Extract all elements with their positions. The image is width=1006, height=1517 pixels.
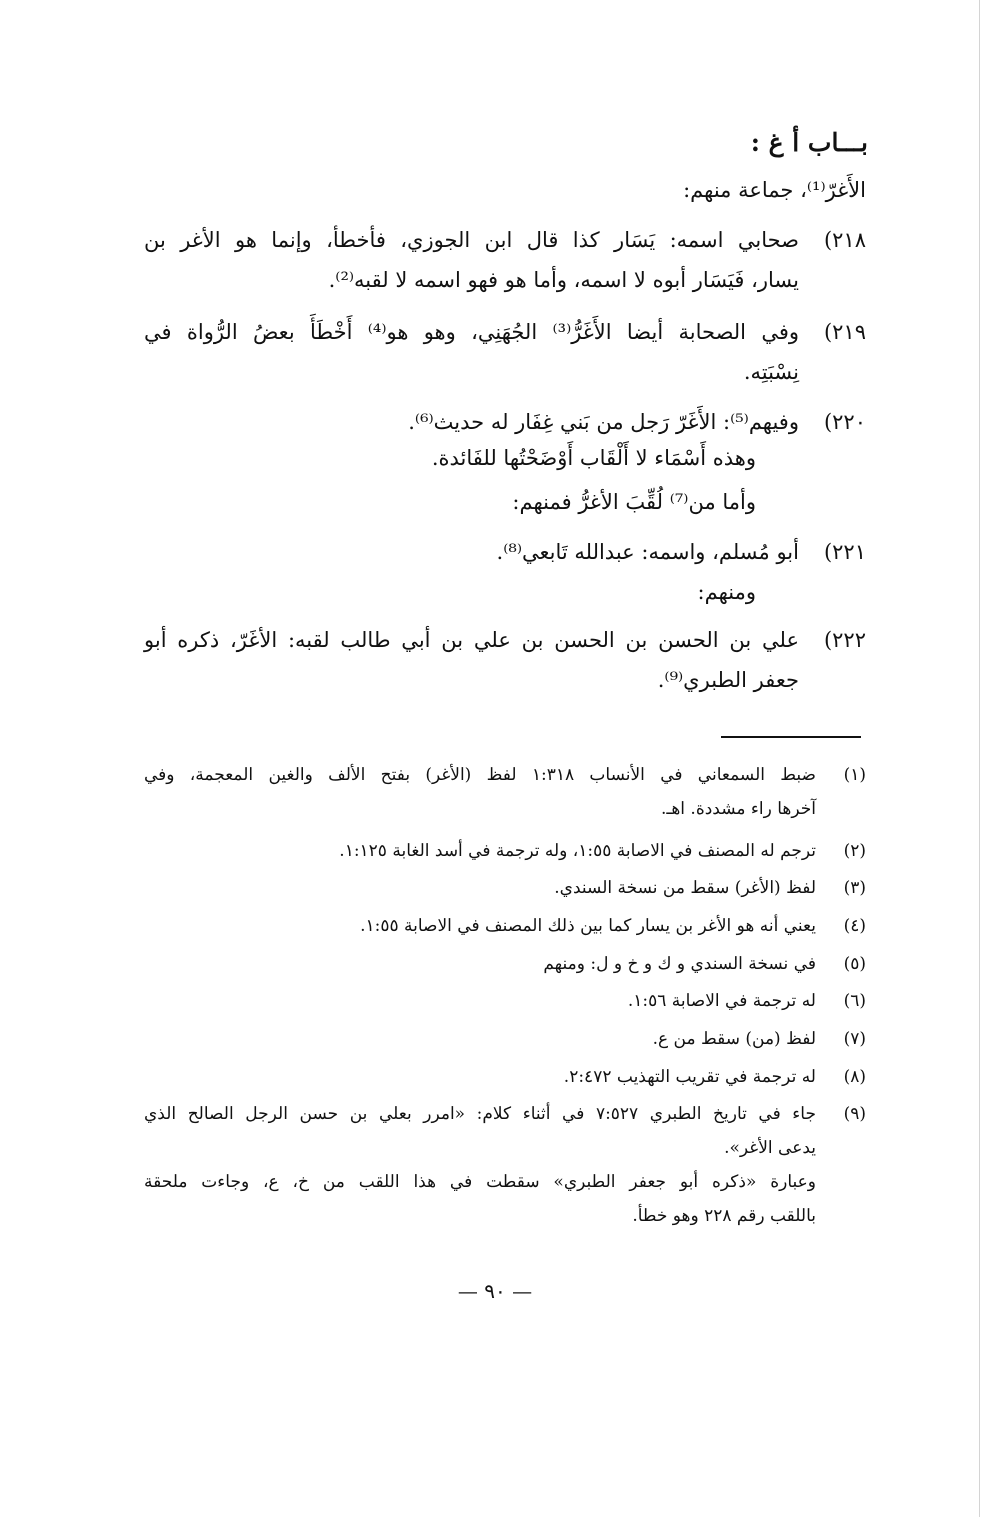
footnote-text-line: يعني أنه هو الأغر بن يسار كما بين ذلك المصنف في الاصابة ١:٥٥. bbox=[360, 916, 816, 936]
footnote-number: (٦) bbox=[843, 991, 866, 1011]
footnote bbox=[144, 1060, 866, 1094]
entry-219 bbox=[144, 312, 866, 392]
entry-number: ٢١٩) bbox=[823, 320, 866, 344]
footnote-number: (٢) bbox=[843, 841, 866, 861]
entry-218 bbox=[144, 220, 866, 300]
entry-number: ٢٢٢) bbox=[823, 628, 866, 652]
entry-number: ٢٢٠) bbox=[823, 410, 866, 434]
footnote-text-line: له ترجمة في الاصابة ١:٥٦. bbox=[627, 991, 816, 1011]
entry-number: ٢٢١) bbox=[823, 540, 866, 564]
footnote bbox=[144, 758, 866, 826]
note-line: ومنهم: bbox=[697, 580, 756, 604]
footnote-text-line: جاء في تاريخ الطبري ٧:٥٢٧ في أثناء كلام: «امرر بعلي بن حسن الرجل الصالح الذي bbox=[144, 1104, 816, 1124]
entry-text-line: نِسْبَتِه. bbox=[743, 360, 799, 384]
chapter-heading: بـــاب أ غ : bbox=[750, 128, 868, 157]
entry-221 bbox=[144, 532, 866, 572]
footnote-text-line: ضبط السمعاني في الأنساب ١:٣١٨ لفظ (الأغر) بفتح الألف والغين المعجمة، وفي bbox=[144, 765, 816, 785]
footnote bbox=[144, 834, 866, 868]
entry-text-line: وفيهم⁽⁵⁾: الأَغَرّ رَجل من بَني غِفَار له حديث⁽⁶⁾. bbox=[408, 410, 799, 434]
note-line: وهذه أَسْمَاء لا أَلْقَاب أَوْضَحْتُها للفَائدة. bbox=[431, 446, 756, 470]
footnote-text-line: آخرها راء مشددة. اهـ. bbox=[660, 799, 816, 819]
footnote-number: (٩) bbox=[843, 1104, 866, 1124]
footnote-separator bbox=[721, 736, 861, 738]
footnote-text-line: باللقب رقم ٢٢٨ وهو خطأ. bbox=[632, 1206, 816, 1226]
entry-text-line: أبو مُسلم، واسمه: عبدالله تَابعي⁽⁸⁾. bbox=[496, 540, 799, 564]
footnote-number: (٤) bbox=[843, 916, 866, 936]
footnote bbox=[144, 871, 866, 905]
footnote-number: (٧) bbox=[843, 1029, 866, 1049]
entry-text-line: يسار، فَيَسَار أبوه لا اسمه، وأما هو فهو اسمه لا لقبه⁽²⁾. bbox=[328, 268, 799, 292]
footnote-text-line: لفظ (الأغر) سقط من نسخة السندي. bbox=[554, 878, 816, 898]
footnote-number: (٣) bbox=[843, 878, 866, 898]
footnote-number: (١) bbox=[843, 765, 866, 785]
footnote-number: (٨) bbox=[843, 1067, 866, 1087]
footnote-text-line: ترجم له المصنف في الاصابة ١:٥٥، وله ترجمة في أسد الغابة ١:١٢٥. bbox=[339, 841, 816, 861]
entry-text-line: وفي الصحابة أيضا الأَغَرُّ⁽³⁾ الجُهَنِي، وهو هو⁽⁴⁾ أَخْطَأَ بعضُ الرُّواة في bbox=[144, 320, 800, 344]
footnote bbox=[144, 1097, 866, 1233]
entry-number: ٢١٨) bbox=[823, 228, 866, 252]
footnote-text-line: وعبارة «ذكره أبو جعفر الطبري» سقطت في هذا اللقب من خ، ع، وجاءت ملحقة bbox=[144, 1172, 816, 1192]
note-line: وأما من⁽⁷⁾ لُقِّبَ الأغرُّ فمنهم: bbox=[512, 490, 756, 514]
entry-text-line: علي بن الحسن بن الحسن بن علي بن أبي طالب لقبه: الأغَرّ، ذكره أبو bbox=[144, 628, 799, 652]
footnote bbox=[144, 1022, 866, 1056]
footnote-text-line: له ترجمة في تقريب التهذيب ٢:٤٧٢. bbox=[563, 1067, 816, 1087]
footnote bbox=[144, 909, 866, 943]
page-number: — ٩٠ — bbox=[457, 1279, 533, 1303]
entry-220 bbox=[144, 402, 866, 442]
intro-line: الأَغرّ⁽¹⁾، جماعة منهم: bbox=[683, 178, 866, 202]
footnote-text-line: لفظ (من) سقط من ع. bbox=[652, 1029, 816, 1049]
footnote-text-line: في نسخة السندي و ك و خ و ل: ومنهم bbox=[543, 954, 816, 974]
footnote bbox=[144, 947, 866, 981]
footnote-text-line: يدعى الأغر». bbox=[724, 1138, 816, 1158]
entry-222 bbox=[144, 620, 866, 700]
entry-text-line: صحابي اسمه: يَسَار كذا قال ابن الجوزي، فأخطأ، وإنما هو الأغر بن bbox=[144, 228, 799, 252]
entry-text-line: جعفر الطبري⁽⁹⁾. bbox=[657, 668, 799, 692]
footnote bbox=[144, 984, 866, 1018]
footnote-number: (٥) bbox=[843, 954, 866, 974]
